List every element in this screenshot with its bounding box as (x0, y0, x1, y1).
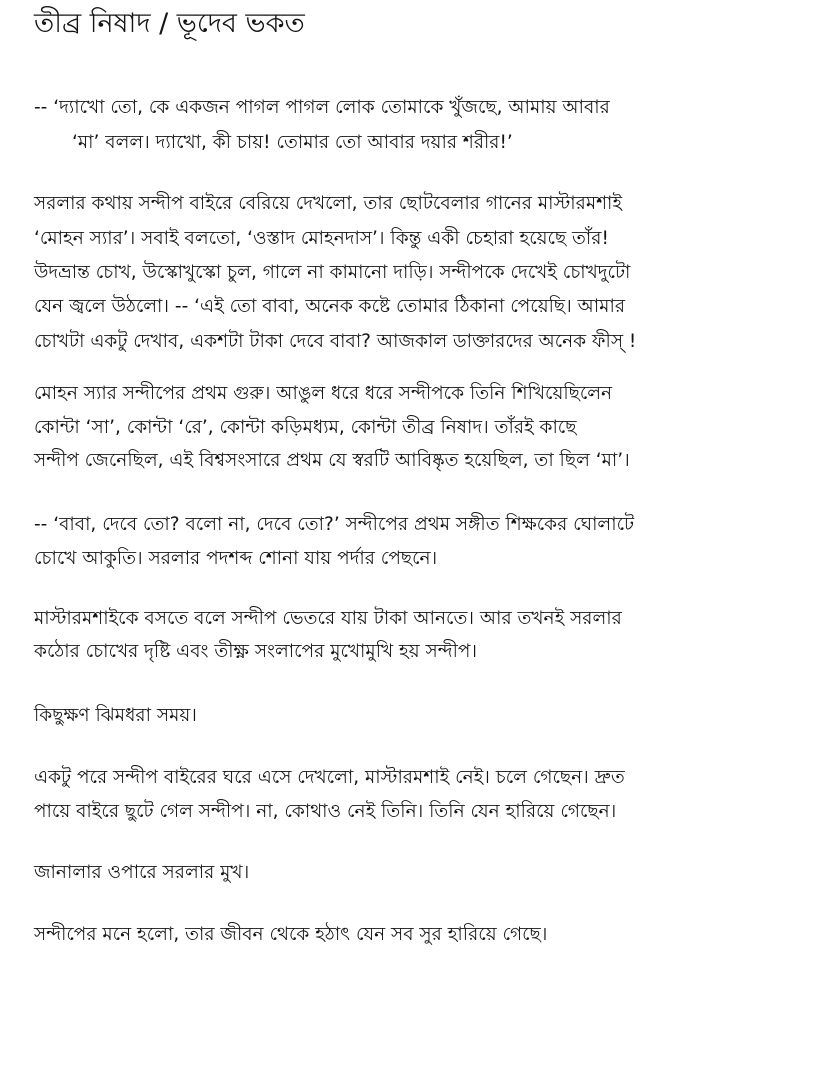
story-title: তীব্র নিষাদ / ভূদেব ভকত (34, 8, 305, 39)
text-line: কিছুক্ষণ ঝিমধরা সময়। (34, 705, 197, 726)
text-line: মোহন স্যার সন্দীপের প্রথম গুরু। আঙুল ধরে ধরে সন্দীপকে তিনি শিখিয়েছিলেন (34, 383, 613, 404)
text-line: যেন জ্বলে উঠলো। -- ‘এই তো বাবা, অনেক কষ্টে তোমার ঠিকানা পেয়েছি। আমার (34, 296, 625, 317)
text-line: ‘মা’ বলল। দ্যাখো, কী চায়! তোমার তো আবার দয়ার শরীর!’ (72, 132, 513, 153)
text-line: জানালার ওপারে সরলার মুখ। (34, 862, 250, 883)
text-line: চোখে আকুতি। সরলার পদশব্দ শোনা যায় পর্দার পেছনে। (34, 548, 438, 569)
text-line: পায়ে বাইরে ছুটে গেল সন্দীপ। না, কোথাও নেই তিনি। তিনি যেন হারিয়ে গেছেন। (34, 801, 617, 822)
text-line: সরলার কথায় সন্দীপ বাইরে বেরিয়ে দেখলো, তার ছোটবেলার গানের মাস্টারমশাই (34, 193, 623, 214)
text-line: কঠোর চোখের দৃষ্টি এবং তীক্ষ্ণ সংলাপের মুখোমুখি হয় সন্দীপ। (34, 641, 478, 662)
text-line: চোখটা একটু দেখাব, একশটা টাকা দেবে বাবা? আজকাল ডাক্তারদের অনেক ফীস্ ! (34, 331, 637, 352)
text-line: মাস্টারমশাইকে বসতে বলে সন্দীপ ভেতরে যায় টাকা আনতে। আর তখনই সরলার (34, 608, 622, 629)
text-line: -- ‘বাবা, দেবে তো? বলো না, দেবে তো?’ সন্দীপের প্রথম সঙ্গীত শিক্ষকের ঘোলাটে (34, 514, 635, 535)
text-line: উদভ্রান্ত চোখ, উস্কোখুস্কো চুল, গালে না কামানো দাড়ি। সন্দীপকে দেখেই চোখদুটো (34, 262, 631, 283)
text-line: কোন্টা ‘সা’, কোন্টা ‘রে’, কোন্টা কড়িমধ্যম, কোন্টা তীব্র নিষাদ। তাঁরই কাছে (34, 417, 577, 438)
text-line: একটু পরে সন্দীপ বাইরের ঘরে এসে দেখলো, মাস্টারমশাই নেই। চলে গেছেন। দ্রুত (34, 767, 625, 788)
text-line: ‘মোহন স্যার’। সবাই বলতো, ‘ওস্তাদ মোহনদাস’। কিন্তু একী চেহারা হয়েছে তাঁর! (34, 228, 609, 249)
text-line: সন্দীপ জেনেছিল, এই বিশ্বসংসারে প্রথম যে স্বরটি আবিষ্কৃত হয়েছিল, তা ছিল ‘মা’। (34, 450, 630, 471)
text-line: সন্দীপের মনে হলো, তার জীবন থেকে হঠাৎ যেন সব সুর হারিয়ে গেছে। (34, 924, 548, 945)
text-line: -- ‘দ্যাখো তো, কে একজন পাগল পাগল লোক তোমাকে খুঁজছে, আমায় আবার (34, 97, 610, 118)
